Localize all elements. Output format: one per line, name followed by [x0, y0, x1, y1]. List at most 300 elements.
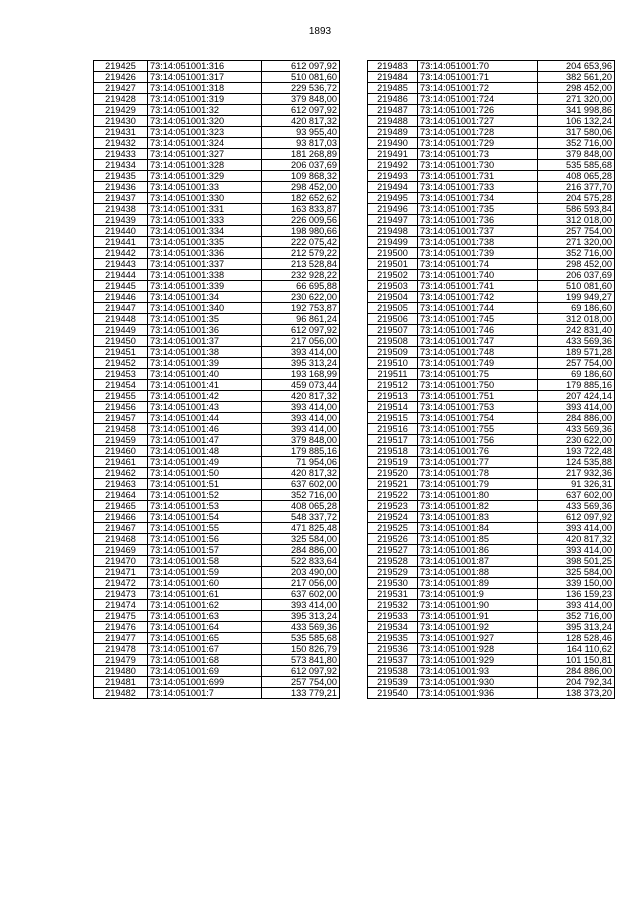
cadastral-number-cell: 73:14:051001:38 [148, 347, 262, 358]
cadastral-number-cell: 73:14:051001:930 [418, 677, 538, 688]
value-cell: 471 825,48 [262, 523, 340, 534]
cadastral-number-cell: 73:14:051001:51 [148, 479, 262, 490]
table-row [94, 611, 340, 622]
record-number-cell: 219432 [94, 138, 148, 149]
value-cell: 204 575,28 [538, 193, 615, 204]
cadastral-number-cell: 73:14:051001:338 [148, 270, 262, 281]
table-row [94, 281, 340, 292]
cadastral-number-cell: 73:14:051001:84 [418, 523, 538, 534]
record-number-cell: 219496 [368, 204, 418, 215]
cadastral-number-cell: 73:14:051001:46 [148, 424, 262, 435]
table-row [94, 446, 340, 457]
cadastral-number-cell: 73:14:051001:724 [418, 94, 538, 105]
table-row [94, 556, 340, 567]
record-number-cell: 219431 [94, 127, 148, 138]
cadastral-number-cell: 73:14:051001:334 [148, 226, 262, 237]
record-number-cell: 219473 [94, 589, 148, 600]
table-row [94, 600, 340, 611]
cadastral-number-cell: 73:14:051001:68 [148, 655, 262, 666]
value-cell: 101 150,81 [538, 655, 615, 666]
value-cell: 212 579,22 [262, 248, 340, 259]
value-cell: 179 885,16 [262, 446, 340, 457]
table-row [368, 490, 615, 501]
cadastral-number-cell: 73:14:051001:929 [418, 655, 538, 666]
table-row [94, 402, 340, 413]
record-number-cell: 219485 [368, 83, 418, 94]
record-number-cell: 219511 [368, 369, 418, 380]
table-row [368, 611, 615, 622]
record-number-cell: 219538 [368, 666, 418, 677]
record-number-cell: 219479 [94, 655, 148, 666]
value-cell: 128 528,46 [538, 633, 615, 644]
table-row [368, 303, 615, 314]
record-number-cell: 219490 [368, 138, 418, 149]
record-number-cell: 219454 [94, 380, 148, 391]
cadastral-number-cell: 73:14:051001:52 [148, 490, 262, 501]
value-cell: 230 622,00 [538, 435, 615, 446]
record-number-cell: 219455 [94, 391, 148, 402]
table-row [94, 83, 340, 94]
table-row [94, 457, 340, 468]
table-row [94, 479, 340, 490]
value-cell: 257 754,00 [262, 677, 340, 688]
cadastral-number-cell: 73:14:051001:61 [148, 589, 262, 600]
cadastral-number-cell: 73:14:051001:319 [148, 94, 262, 105]
value-cell: 230 622,00 [262, 292, 340, 303]
cadastral-number-cell: 73:14:051001:74 [418, 259, 538, 270]
table-row [94, 94, 340, 105]
value-cell: 298 452,00 [538, 83, 615, 94]
table-row [94, 259, 340, 270]
table-row [368, 523, 615, 534]
table-row [94, 193, 340, 204]
cadastral-number-cell: 73:14:051001:928 [418, 644, 538, 655]
cadastral-number-cell: 73:14:051001:340 [148, 303, 262, 314]
record-number-cell: 219489 [368, 127, 418, 138]
value-cell: 229 536,72 [262, 83, 340, 94]
table-row [368, 314, 615, 325]
record-number-cell: 219537 [368, 655, 418, 666]
value-cell: 284 886,00 [538, 413, 615, 424]
table-row [94, 633, 340, 644]
value-cell: 109 868,32 [262, 171, 340, 182]
table-row [368, 666, 615, 677]
record-number-cell: 219478 [94, 644, 148, 655]
value-cell: 206 037,69 [262, 160, 340, 171]
value-cell: 192 753,87 [262, 303, 340, 314]
value-cell: 182 652,62 [262, 193, 340, 204]
table-row [368, 116, 615, 127]
value-cell: 193 722,48 [538, 446, 615, 457]
cadastral-number-cell: 73:14:051001:71 [418, 72, 538, 83]
cadastral-number-cell: 73:14:051001:37 [148, 336, 262, 347]
record-number-cell: 219517 [368, 435, 418, 446]
value-cell: 217 056,00 [262, 578, 340, 589]
table-row [368, 248, 615, 259]
record-number-cell: 219458 [94, 424, 148, 435]
table-row [94, 644, 340, 655]
record-number-cell: 219534 [368, 622, 418, 633]
table-row [94, 358, 340, 369]
cadastral-number-cell: 73:14:051001:54 [148, 512, 262, 523]
record-number-cell: 219525 [368, 523, 418, 534]
record-number-cell: 219433 [94, 149, 148, 160]
record-number-cell: 219536 [368, 644, 418, 655]
value-cell: 298 452,00 [262, 182, 340, 193]
cadastral-number-cell: 73:14:051001:755 [418, 424, 538, 435]
cadastral-number-cell: 73:14:051001:747 [418, 336, 538, 347]
table-row [368, 424, 615, 435]
record-number-cell: 219482 [94, 688, 148, 699]
table-row [368, 94, 615, 105]
table-row [94, 215, 340, 226]
value-cell: 573 841,80 [262, 655, 340, 666]
table-row [368, 259, 615, 270]
page-number: 1893 [308, 26, 332, 37]
cadastral-number-cell: 73:14:051001:34 [148, 292, 262, 303]
value-cell: 96 861,24 [262, 314, 340, 325]
value-cell: 398 501,25 [538, 556, 615, 567]
value-cell: 257 754,00 [538, 226, 615, 237]
record-number-cell: 219426 [94, 72, 148, 83]
cadastral-number-cell: 73:14:051001:83 [418, 512, 538, 523]
cadastral-number-cell: 73:14:051001:320 [148, 116, 262, 127]
record-number-cell: 219466 [94, 512, 148, 523]
table-row [368, 545, 615, 556]
record-number-cell: 219464 [94, 490, 148, 501]
cadastral-number-cell: 73:14:051001:331 [148, 204, 262, 215]
table-row [94, 666, 340, 677]
cadastral-number-cell: 73:14:051001:62 [148, 600, 262, 611]
record-number-cell: 219522 [368, 490, 418, 501]
cadastral-number-cell: 73:14:051001:86 [418, 545, 538, 556]
table-row [368, 380, 615, 391]
value-cell: 535 585,68 [538, 160, 615, 171]
table-row [368, 435, 615, 446]
value-cell: 612 097,92 [538, 512, 615, 523]
record-number-cell: 219488 [368, 116, 418, 127]
value-cell: 271 320,00 [538, 237, 615, 248]
record-number-cell: 219476 [94, 622, 148, 633]
cadastral-number-cell: 73:14:051001:745 [418, 314, 538, 325]
value-cell: 393 414,00 [262, 413, 340, 424]
record-number-cell: 219494 [368, 182, 418, 193]
table-row [94, 182, 340, 193]
record-number-cell: 219529 [368, 567, 418, 578]
table-row [368, 83, 615, 94]
value-cell: 382 561,20 [538, 72, 615, 83]
table-row [94, 655, 340, 666]
cadastral-number-cell: 73:14:051001:730 [418, 160, 538, 171]
table-row [368, 457, 615, 468]
table-row [94, 534, 340, 545]
record-number-cell: 219468 [94, 534, 148, 545]
value-cell: 317 580,06 [538, 127, 615, 138]
table-row [94, 677, 340, 688]
record-number-cell: 219533 [368, 611, 418, 622]
cadastral-number-cell: 73:14:051001:739 [418, 248, 538, 259]
cadastral-number-cell: 73:14:051001:727 [418, 116, 538, 127]
table-row [94, 545, 340, 556]
value-cell: 133 779,21 [262, 688, 340, 699]
record-number-cell: 219460 [94, 446, 148, 457]
value-cell: 312 018,00 [538, 314, 615, 325]
table-row [368, 512, 615, 523]
cadastral-number-cell: 73:14:051001:93 [418, 666, 538, 677]
table-row [94, 72, 340, 83]
cadastral-number-cell: 73:14:051001:39 [148, 358, 262, 369]
record-number-cell: 219440 [94, 226, 148, 237]
table-row [94, 303, 340, 314]
record-number-cell: 219449 [94, 325, 148, 336]
cadastral-number-cell: 73:14:051001:59 [148, 567, 262, 578]
record-number-cell: 219430 [94, 116, 148, 127]
value-cell: 284 886,00 [262, 545, 340, 556]
record-number-cell: 219456 [94, 402, 148, 413]
value-cell: 352 716,00 [538, 248, 615, 259]
record-number-cell: 219450 [94, 336, 148, 347]
value-cell: 325 584,00 [262, 534, 340, 545]
record-number-cell: 219500 [368, 248, 418, 259]
cadastral-number-cell: 73:14:051001:77 [418, 457, 538, 468]
value-cell: 433 569,36 [538, 501, 615, 512]
value-cell: 420 817,32 [262, 116, 340, 127]
cadastral-number-cell: 73:14:051001:733 [418, 182, 538, 193]
value-cell: 69 186,60 [538, 369, 615, 380]
value-cell: 393 414,00 [262, 402, 340, 413]
record-number-cell: 219498 [368, 226, 418, 237]
value-cell: 69 186,60 [538, 303, 615, 314]
record-number-cell: 219523 [368, 501, 418, 512]
cadastral-number-cell: 73:14:051001:337 [148, 259, 262, 270]
value-cell: 163 833,87 [262, 204, 340, 215]
cadastral-number-cell: 73:14:051001:35 [148, 314, 262, 325]
table-row [94, 391, 340, 402]
cadastral-number-cell: 73:14:051001:731 [418, 171, 538, 182]
record-number-cell: 219535 [368, 633, 418, 644]
record-number-cell: 219514 [368, 402, 418, 413]
record-number-cell: 219459 [94, 435, 148, 446]
cadastral-number-cell: 73:14:051001:63 [148, 611, 262, 622]
record-number-cell: 219492 [368, 160, 418, 171]
cadastral-number-cell: 73:14:051001:323 [148, 127, 262, 138]
value-cell: 284 886,00 [538, 666, 615, 677]
cadastral-number-cell: 73:14:051001:48 [148, 446, 262, 457]
record-number-cell: 219526 [368, 534, 418, 545]
cadastral-number-cell: 73:14:051001:744 [418, 303, 538, 314]
cadastral-number-cell: 73:14:051001:927 [418, 633, 538, 644]
value-cell: 93 955,40 [262, 127, 340, 138]
table-row [368, 171, 615, 182]
record-number-cell: 219452 [94, 358, 148, 369]
value-cell: 198 980,66 [262, 226, 340, 237]
record-number-cell: 219493 [368, 171, 418, 182]
table-row [94, 567, 340, 578]
value-cell: 179 885,16 [538, 380, 615, 391]
table-row [94, 468, 340, 479]
cadastral-number-cell: 73:14:051001:65 [148, 633, 262, 644]
record-number-cell: 219506 [368, 314, 418, 325]
cadastral-number-cell: 73:14:051001:735 [418, 204, 538, 215]
table-row [368, 402, 615, 413]
value-cell: 199 949,27 [538, 292, 615, 303]
cadastral-number-cell: 73:14:051001:75 [418, 369, 538, 380]
cadastral-number-cell: 73:14:051001:91 [418, 611, 538, 622]
table-row [368, 600, 615, 611]
table-row [368, 369, 615, 380]
cadastral-number-cell: 73:14:051001:734 [418, 193, 538, 204]
cadastral-number-cell: 73:14:051001:936 [418, 688, 538, 699]
record-number-cell: 219503 [368, 281, 418, 292]
value-cell: 181 268,89 [262, 149, 340, 160]
value-cell: 637 602,00 [262, 479, 340, 490]
cadastral-number-cell: 73:14:051001:728 [418, 127, 538, 138]
value-cell: 232 928,22 [262, 270, 340, 281]
value-cell: 393 414,00 [538, 545, 615, 556]
table-row [94, 490, 340, 501]
record-number-cell: 219446 [94, 292, 148, 303]
cadastral-number-cell: 73:14:051001:339 [148, 281, 262, 292]
record-number-cell: 219487 [368, 105, 418, 116]
cadastral-number-cell: 73:14:051001:73 [418, 149, 538, 160]
table-row [94, 380, 340, 391]
record-number-cell: 219451 [94, 347, 148, 358]
value-cell: 339 150,00 [538, 578, 615, 589]
table-row [368, 468, 615, 479]
table-row [94, 105, 340, 116]
value-cell: 91 326,31 [538, 479, 615, 490]
record-number-cell: 219532 [368, 600, 418, 611]
record-number-cell: 219471 [94, 567, 148, 578]
value-cell: 379 848,00 [262, 435, 340, 446]
table-row [94, 424, 340, 435]
value-cell: 193 168,99 [262, 369, 340, 380]
record-number-cell: 219524 [368, 512, 418, 523]
cadastral-number-cell: 73:14:051001:53 [148, 501, 262, 512]
record-number-cell: 219465 [94, 501, 148, 512]
cadastral-table-right [367, 60, 615, 699]
cadastral-number-cell: 73:14:051001:57 [148, 545, 262, 556]
cadastral-number-cell: 73:14:051001:748 [418, 347, 538, 358]
cadastral-number-cell: 73:14:051001:333 [148, 215, 262, 226]
value-cell: 433 569,36 [538, 424, 615, 435]
value-cell: 164 110,62 [538, 644, 615, 655]
value-cell: 93 817,03 [262, 138, 340, 149]
table-row [368, 336, 615, 347]
value-cell: 379 848,00 [262, 94, 340, 105]
table-row [368, 688, 615, 699]
record-number-cell: 219501 [368, 259, 418, 270]
record-number-cell: 219442 [94, 248, 148, 259]
cadastral-number-cell: 73:14:051001:58 [148, 556, 262, 567]
cadastral-number-cell: 73:14:051001:738 [418, 237, 538, 248]
record-number-cell: 219457 [94, 413, 148, 424]
record-number-cell: 219474 [94, 600, 148, 611]
table-row [368, 633, 615, 644]
record-number-cell: 219512 [368, 380, 418, 391]
record-number-cell: 219443 [94, 259, 148, 270]
table-row [368, 160, 615, 171]
record-number-cell: 219441 [94, 237, 148, 248]
record-number-cell: 219519 [368, 457, 418, 468]
value-cell: 203 490,00 [262, 567, 340, 578]
table-row [368, 644, 615, 655]
value-cell: 138 373,20 [538, 688, 615, 699]
value-cell: 271 320,00 [538, 94, 615, 105]
record-number-cell: 219467 [94, 523, 148, 534]
record-number-cell: 219491 [368, 149, 418, 160]
table-row [368, 622, 615, 633]
cadastral-number-cell: 73:14:051001:69 [148, 666, 262, 677]
value-cell: 352 716,00 [262, 490, 340, 501]
record-number-cell: 219483 [368, 61, 418, 72]
cadastral-number-cell: 73:14:051001:318 [148, 83, 262, 94]
cadastral-number-cell: 73:14:051001:751 [418, 391, 538, 402]
cadastral-number-cell: 73:14:051001:64 [148, 622, 262, 633]
cadastral-number-cell: 73:14:051001:40 [148, 369, 262, 380]
value-cell: 393 414,00 [538, 402, 615, 413]
cadastral-number-cell: 73:14:051001:753 [418, 402, 538, 413]
cadastral-number-cell: 73:14:051001:729 [418, 138, 538, 149]
value-cell: 459 073,44 [262, 380, 340, 391]
value-cell: 204 653,96 [538, 61, 615, 72]
record-number-cell: 219475 [94, 611, 148, 622]
table-row [94, 435, 340, 446]
record-number-cell: 219472 [94, 578, 148, 589]
record-number-cell: 219435 [94, 171, 148, 182]
table-row [94, 248, 340, 259]
cadastral-number-cell: 73:14:051001:726 [418, 105, 538, 116]
table-row [94, 127, 340, 138]
value-cell: 433 569,36 [538, 336, 615, 347]
cadastral-number-cell: 73:14:051001:72 [418, 83, 538, 94]
table-row [368, 138, 615, 149]
record-number-cell: 219444 [94, 270, 148, 281]
cadastral-number-cell: 73:14:051001:85 [418, 534, 538, 545]
cadastral-number-cell: 73:14:051001:9 [418, 589, 538, 600]
cadastral-number-cell: 73:14:051001:80 [418, 490, 538, 501]
table-row [94, 171, 340, 182]
table-row [368, 204, 615, 215]
value-cell: 612 097,92 [262, 61, 340, 72]
table-row [368, 567, 615, 578]
value-cell: 66 695,88 [262, 281, 340, 292]
table-row [94, 325, 340, 336]
value-cell: 637 602,00 [262, 589, 340, 600]
record-number-cell: 219508 [368, 336, 418, 347]
table-row [94, 138, 340, 149]
value-cell: 420 817,32 [262, 391, 340, 402]
cadastral-number-cell: 73:14:051001:87 [418, 556, 538, 567]
table-row [368, 270, 615, 281]
value-cell: 217 056,00 [262, 336, 340, 347]
value-cell: 395 313,24 [262, 611, 340, 622]
record-number-cell: 219470 [94, 556, 148, 567]
cadastral-number-cell: 73:14:051001:76 [418, 446, 538, 457]
table-row [94, 501, 340, 512]
table-row [368, 446, 615, 457]
table-row [368, 105, 615, 116]
value-cell: 204 792,34 [538, 677, 615, 688]
value-cell: 226 009,56 [262, 215, 340, 226]
value-cell: 222 075,42 [262, 237, 340, 248]
record-number-cell: 219513 [368, 391, 418, 402]
value-cell: 433 569,36 [262, 622, 340, 633]
table-row [94, 270, 340, 281]
value-cell: 206 037,69 [538, 270, 615, 281]
table-row [368, 292, 615, 303]
table-row [368, 556, 615, 567]
